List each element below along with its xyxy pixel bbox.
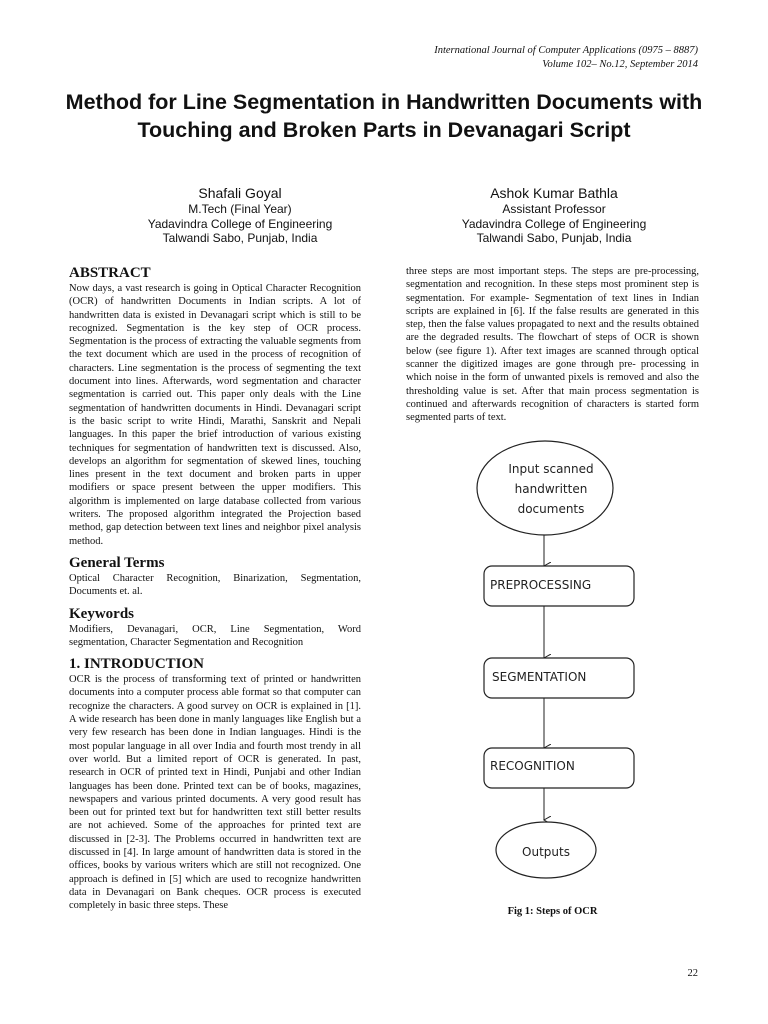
keywords-heading: Keywords	[69, 605, 134, 622]
author-affiliation: Yadavindra College of Engineering	[147, 216, 333, 231]
flow-node-recognition-label: RECOGNITION	[490, 759, 575, 773]
journal-header	[434, 44, 698, 72]
author-location: Talwandi Sabo, Punjab, India	[162, 231, 318, 245]
author-role: Assistant Professor	[502, 202, 606, 216]
flowchart-svg	[458, 438, 638, 908]
journal-volume: Volume 102– No.12, September 2014	[542, 59, 698, 70]
flow-node-input-line3: documents	[517, 502, 585, 516]
flow-node-outputs	[496, 822, 596, 878]
flow-node-segmentation-label: SEGMENTATION	[492, 670, 587, 684]
flow-node-input	[477, 441, 613, 535]
author-name: Ashok Kumar Bathla	[490, 185, 618, 201]
abstract-text: Now days, a vast research is going in Optical Character Recognition (OCR) of handwritten Documents in Indian scripts. A lot of handwritten data is existed in Devanagari script which is still to be recognized. Segmentation is the key step of OCR process. Segmentation is the process of extracting the valuable segments from the text document which are used in the process of recognition of characters. Line segmentation is the process of segmenting the text document into lines. Afterwards, word segmentation and character segmentation is carried out. This paper only deals with the Line segmentation of handwritten documents in Hindi. Devanagari script is the basic script to write Hindi, Marathi, Sanskrit and Nepali languages. In this paper the brief introduction of various existing techniques for segmentation of handwritten text is discussed. Also, develops an algorithm for segmentation of skewed lines, touching lines present in the text document and broken parts in upper modifiers or space present between the upper modifiers. This algorithm is implemented on large database collected from various writers. The proposed algorithm integrated the Projection based method, gap detection between text lines and neighbor pixel analysis method.	[69, 283, 361, 547]
introduction-heading: 1. INTRODUCTION	[69, 656, 205, 673]
keywords-text: Modifiers, Devanagari, OCR, Line Segmentation, Word segmentation, Character Segmentation and Recognition	[69, 623, 361, 648]
author-location: Talwandi Sabo, Punjab, India	[476, 231, 632, 245]
author-affiliation: Yadavindra College of Engineering	[461, 216, 647, 231]
general-terms-text: Optical Character Recognition, Binarization, Segmentation, Documents et. al.	[69, 572, 361, 598]
author-block-1	[90, 184, 390, 246]
introduction-text: OCR is the process of transforming text of printed or handwritten documents into a computer process able format so that computer can recognize the characters. A good survey on OCR is explained in [1]. A wide research has been done in manly languages like English but a very few research has been done in Indian languages. Hindi is the most popular language in all over India and fourth most trendy in all over world. But a limited report of OCR is generated. In past, research in OCR of printed text in Hindi, Punjabi and other Indian languages has been done. Printed text can be of books, magazines, newspapers and various printed documents. A very good result has been out for printed text but for handwritten text still better results are not achieved. Some of the approaches for printed text are discussed in [2-3]. The Problems occurred in handwritten text are discussed in [4]. In large amount of handwritten data is stored in the offices, books by various writers which are still not recognized. One approach is defined in [5] which are used to recognize handwritten data in Devanagari on Bank cheques. OCR process is executed completely in basic three steps. These	[69, 674, 361, 912]
flow-node-segmentation	[484, 658, 634, 698]
flow-node-outputs-label: Outputs	[522, 845, 570, 859]
flow-node-recognition	[484, 748, 634, 788]
general-terms-heading: General Terms	[69, 554, 165, 571]
flow-node-input-line2: handwritten	[514, 482, 588, 496]
abstract-heading: ABSTRACT	[69, 265, 151, 281]
ocr-flowchart	[458, 438, 638, 908]
page-number: 22	[687, 968, 698, 979]
right-column	[406, 265, 699, 425]
author-name: Shafali Goyal	[198, 185, 282, 201]
flow-node-input-line1: Input scanned	[508, 462, 594, 476]
introduction-continuation: three steps are most important steps. The steps are pre-processing, segmentation and recognition. In these steps most prominent step is segmentation. For example- Segmentation of text lines in Indian scripts are explained in [6]. If the false results are generated in this step, then the false values propagated to next and the results obtained are the degraded results. The flowchart of steps of OCR is shown below (see figure 1). After text images are scanned through optical scanner the digitized images are gone through pre- processing in which noise in the form of unwanted pixels is removed and also the thresholding value is set. After that main process segmentation is continued and afterwards recognition of characters is started form segmented parts of text.	[406, 266, 699, 424]
flow-node-preprocessing-label: PREPROCESSING	[490, 578, 592, 592]
paper-title: Method for Line Segmentation in Handwritten Documents with Touching and Broken Parts in Devanagari Script	[65, 90, 703, 142]
journal-name: International Journal of Computer Applications (0975 – 8887)	[434, 45, 698, 56]
flow-node-preprocessing	[484, 566, 634, 606]
author-role: M.Tech (Final Year)	[188, 202, 292, 216]
author-block-2	[404, 184, 704, 246]
left-column	[69, 265, 361, 912]
figure-caption: Fig 1: Steps of OCR	[507, 906, 598, 917]
